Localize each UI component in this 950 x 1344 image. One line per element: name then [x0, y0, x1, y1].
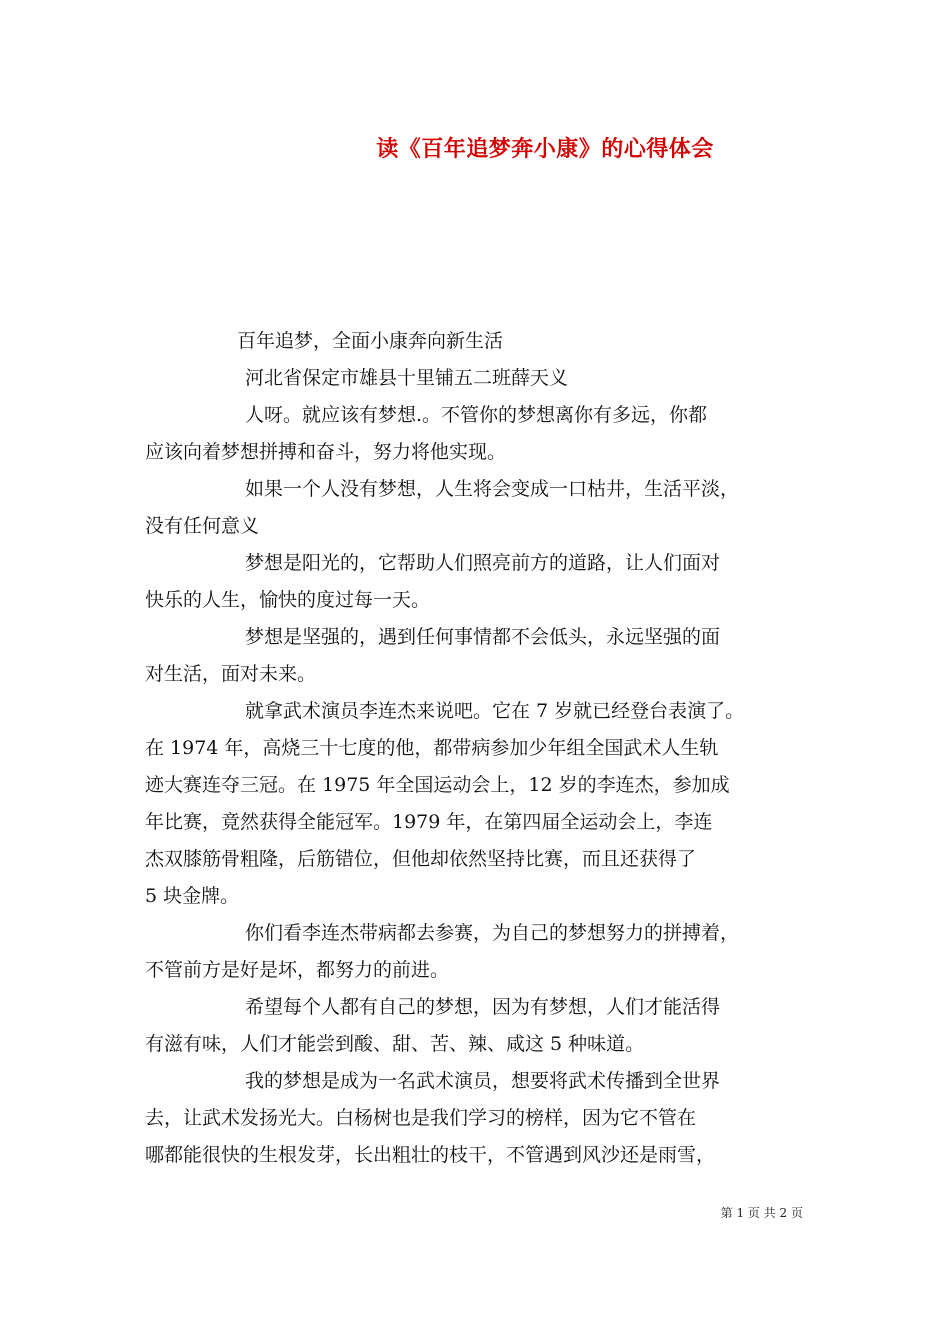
- paragraph-line: 杰双膝筋骨粗隆，后筋错位，但他却依然坚持比赛，而且还获得了: [145, 848, 697, 870]
- paragraph-line: 不管前方是好是坏，都努力的前进。: [145, 959, 450, 981]
- paragraph-line: 梦想是阳光的，它帮助人们照亮前方的道路，让人们面对: [245, 552, 721, 574]
- paragraph-line: 你们看李连杰带病都去参赛，为自己的梦想努力的拼搏着，: [245, 922, 740, 944]
- paragraph-line: 5 块金牌。: [145, 885, 240, 907]
- paragraph-line: 迹大赛连夺三冠。在 1975 年全国运动会上，12 岁的李连杰，参加成: [145, 774, 730, 796]
- paragraph-line: 应该向着梦想拼搏和奋斗，努力将他实现。: [145, 441, 507, 463]
- paragraph-line: 就拿武术演员李连杰来说吧。它在 7 岁就已经登台表演了。: [245, 700, 745, 722]
- paragraph-line: 年比赛，竟然获得全能冠军。1979 年，在第四届全运动会上，李连: [145, 811, 713, 833]
- page-number-footer: 第 1 页 共 2 页: [720, 1206, 803, 1220]
- paragraph-line: 我的梦想是成为一名武术演员，想要将武术传播到全世界: [245, 1070, 721, 1092]
- document-body: [145, 323, 810, 1174]
- paragraph-line: 在 1974 年，高烧三十七度的他，都带病参加少年组全国武术人生轨: [145, 737, 719, 759]
- subtitle-line: 百年追梦，全面小康奔向新生活: [237, 330, 504, 352]
- paragraph-line: 没有任何意义: [145, 515, 260, 537]
- paragraph-line: 哪都能很快的生根发芽，长出粗壮的枝干，不管遇到风沙还是雨雪，: [145, 1144, 716, 1166]
- paragraph-line: 去，让武术发扬光大。白杨树也是我们学习的榜样，因为它不管在: [145, 1107, 697, 1129]
- paragraph-line: 有滋有味，人们才能尝到酸、甜、苦、辣、咸这 5 种味道。: [145, 1033, 645, 1055]
- paragraph-line: 快乐的人生，愉快的度过每一天。: [145, 589, 431, 611]
- paragraph-line: 如果一个人没有梦想，人生将会变成一口枯井，生活平淡，: [245, 478, 740, 500]
- paragraph-line: 希望每个人都有自己的梦想，因为有梦想，人们才能活得: [245, 996, 721, 1018]
- author-line: 河北省保定市雄县十里铺五二班薛天义: [245, 367, 569, 389]
- document-title: 读《百年追梦奔小康》的心得体会: [376, 136, 714, 162]
- paragraph-line: 人呀。就应该有梦想.。不管你的梦想离你有多远，你都: [245, 404, 708, 426]
- paragraph-line: 对生活，面对未来。: [145, 663, 317, 685]
- paragraph-line: 梦想是坚强的，遇到任何事情都不会低头，永远坚强的面: [245, 626, 721, 648]
